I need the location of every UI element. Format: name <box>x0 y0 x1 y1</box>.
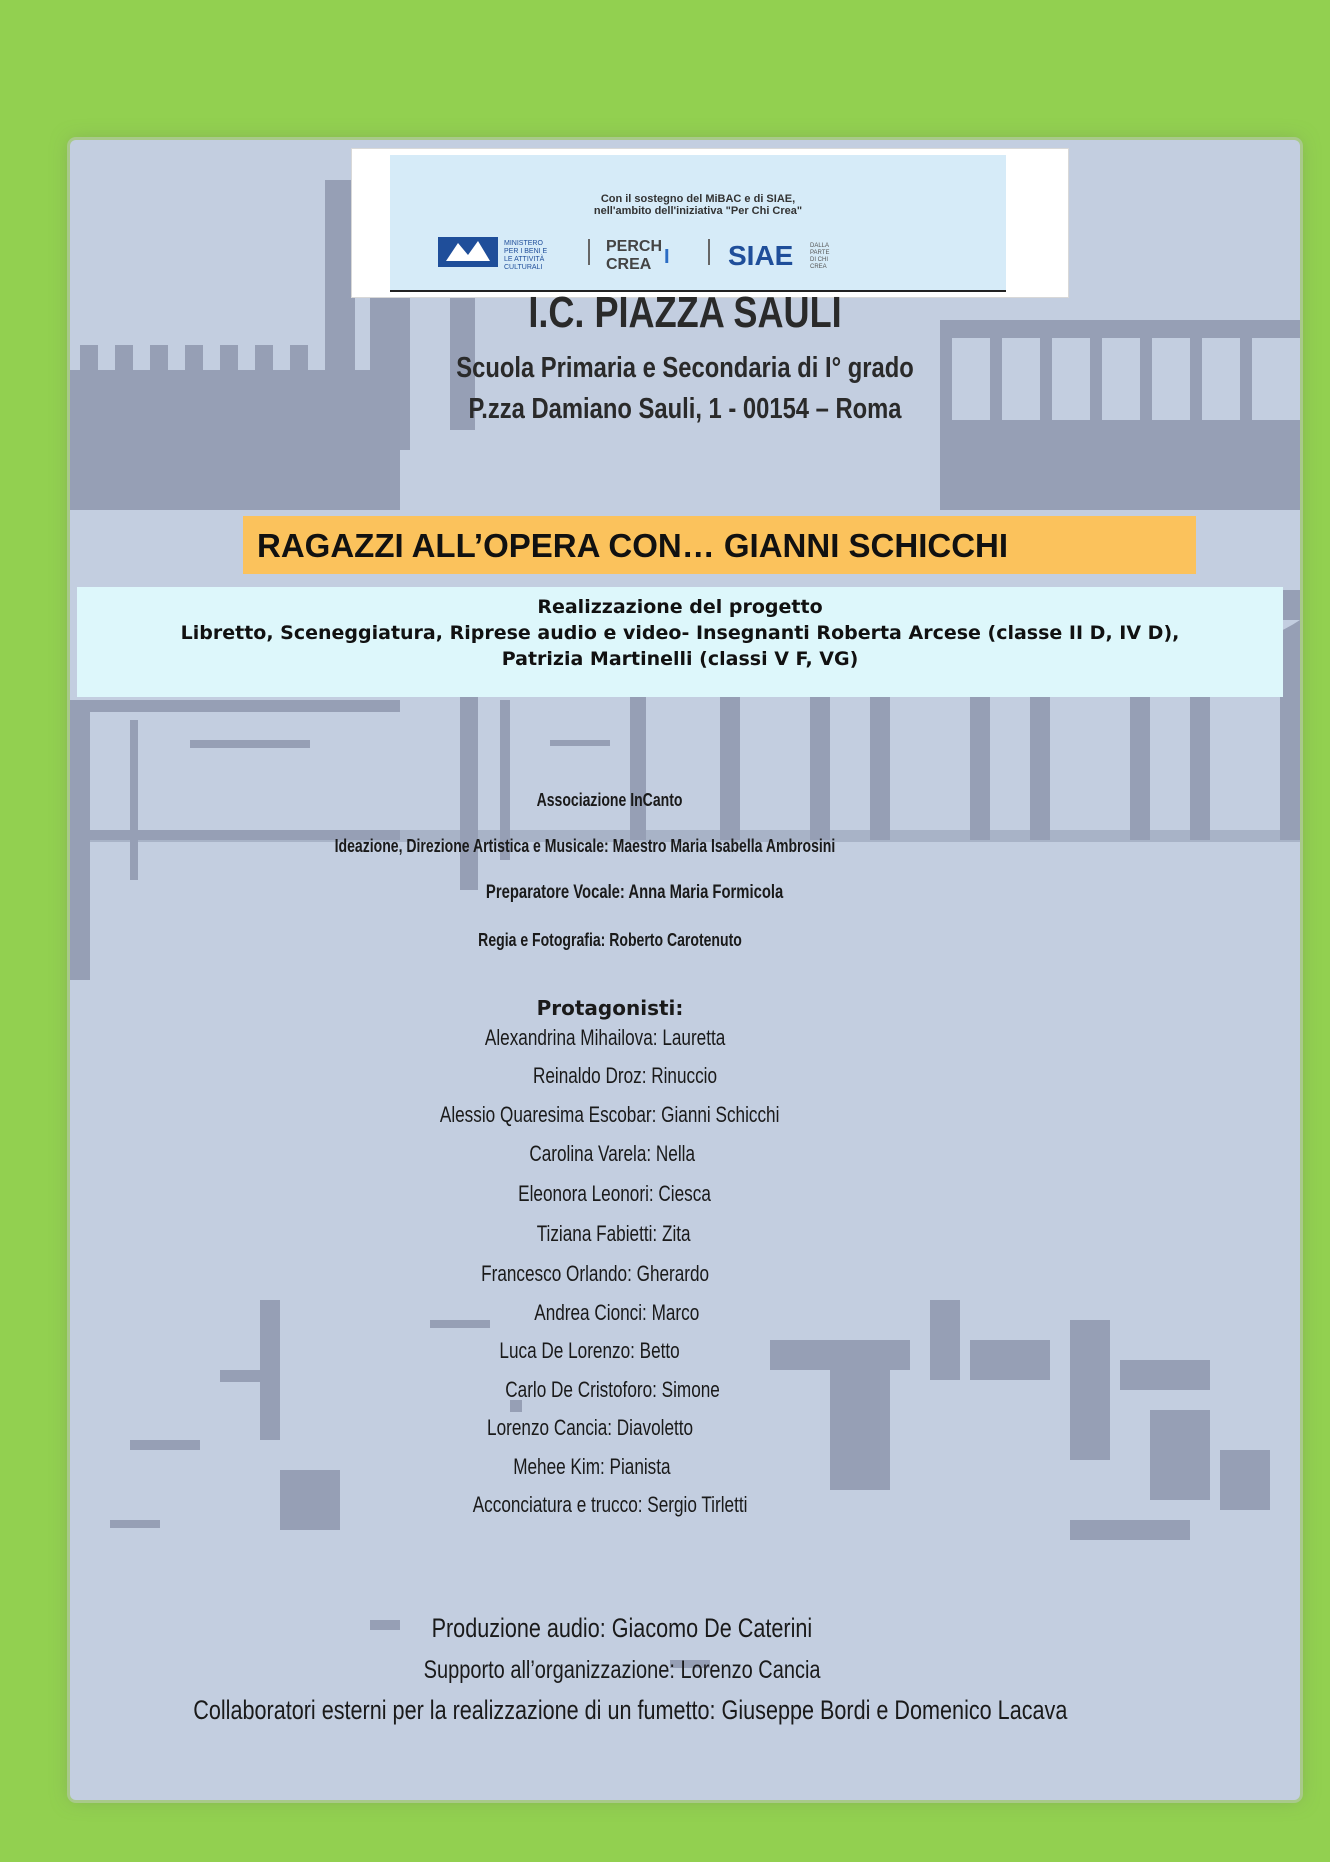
external-credit: Collaboratori esterni per la realizzazione di un fumetto: Giuseppe Bordi e Domenico Lacava <box>192 1695 1068 1725</box>
sponsor-box <box>351 148 1069 298</box>
castle-background-illustration <box>70 140 1300 1800</box>
svg-text:MINISTERO: MINISTERO <box>504 240 543 247</box>
project-line-2: Patrizia Martinelli (classi V F, VG) <box>501 648 859 670</box>
cast-member: Alessio Quaresima Escobar: Gianni Schicchi <box>440 1102 780 1127</box>
siae-logo <box>728 240 829 271</box>
cast-member: Tiziana Fabietti: Zita <box>537 1221 691 1246</box>
svg-text:CREA: CREA <box>606 256 652 273</box>
cast-member: Eleonora Leonori: Ciesca <box>518 1181 712 1206</box>
poster-panel <box>70 140 1300 1800</box>
cast-member: Reinaldo Droz: Rinuccio <box>532 1063 718 1088</box>
svg-text:SIAE: SIAE <box>728 240 794 271</box>
cast-member: Carolina Varela: Nella <box>529 1141 695 1166</box>
cast-member: Mehee Kim: Pianista <box>513 1454 671 1479</box>
vocal-credit: Preparatore Vocale: Anna Maria Formicola <box>486 882 784 903</box>
cast-member: Francesco Orlando: Gherardo <box>481 1261 709 1286</box>
svg-text:PARTE: PARTE <box>810 250 830 256</box>
sponsor-logos <box>438 233 958 273</box>
cast-member: Carlo De Cristoforo: Simone <box>505 1377 721 1402</box>
cast-member: Alexandrina Mihailova: Lauretta <box>484 1025 726 1050</box>
svg-text:I: I <box>664 246 670 268</box>
ministry-logo <box>438 237 548 271</box>
opera-title-banner <box>243 516 1196 574</box>
direction-credit: Ideazione, Direzione Artistica e Musicale: Maestro Maria Isabella Ambrosini <box>334 836 836 856</box>
photo-credit: Regia e Fotografia: Roberto Carotenuto <box>478 930 742 950</box>
opera-title: RAGAZZI ALL’OPERA CON… GIANNI SCHICCHI <box>257 527 1009 564</box>
project-line-1: Libretto, Sceneggiatura, Riprese audio e video- Insegnanti Roberta Arcese (classe II D, IV D), <box>180 622 1180 644</box>
perchicrea-logo <box>606 238 670 273</box>
cast-member: Acconciatura e trucco: Sergio Tirletti <box>472 1492 748 1517</box>
svg-text:CULTURALI: CULTURALI <box>504 264 543 271</box>
cast-member: Luca De Lorenzo: Betto <box>499 1338 681 1363</box>
sponsor-text: Con il sostegno del MiBAC e di SIAE, nell'ambito dell'iniziativa "Per Chi Crea" <box>593 193 803 217</box>
svg-text:PER I BENI E: PER I BENI E <box>504 248 548 255</box>
svg-text:PERCH: PERCH <box>606 238 663 255</box>
school-address: P.zza Damiano Sauli, 1 - 00154 – Roma <box>468 393 902 425</box>
school-level: Scuola Primaria e Secondaria di I° grado <box>456 352 914 384</box>
support-credit: Supporto all’organizzazione: Lorenzo Cancia <box>423 1656 821 1684</box>
school-name: I.C. PIAZZA SAULI <box>528 288 842 337</box>
svg-text:DI CHI: DI CHI <box>810 257 828 263</box>
svg-text:DALLA: DALLA <box>810 243 830 249</box>
svg-text:CREA: CREA <box>810 264 827 270</box>
cast-member: Lorenzo Cancia: Diavoletto <box>486 1415 694 1440</box>
sponsor-banner <box>390 155 1006 292</box>
project-box <box>77 587 1283 697</box>
project-heading: Realizzazione del progetto <box>537 596 823 618</box>
association-name: Associazione InCanto <box>537 790 683 810</box>
cast-member: Andrea Cionci: Marco <box>534 1300 700 1325</box>
cast-heading: Protagonisti: <box>536 996 684 1020</box>
svg-text:LE ATTIVITÀ: LE ATTIVITÀ <box>504 256 545 263</box>
audio-credit: Produzione audio: Giacomo De Caterini <box>431 1613 813 1643</box>
